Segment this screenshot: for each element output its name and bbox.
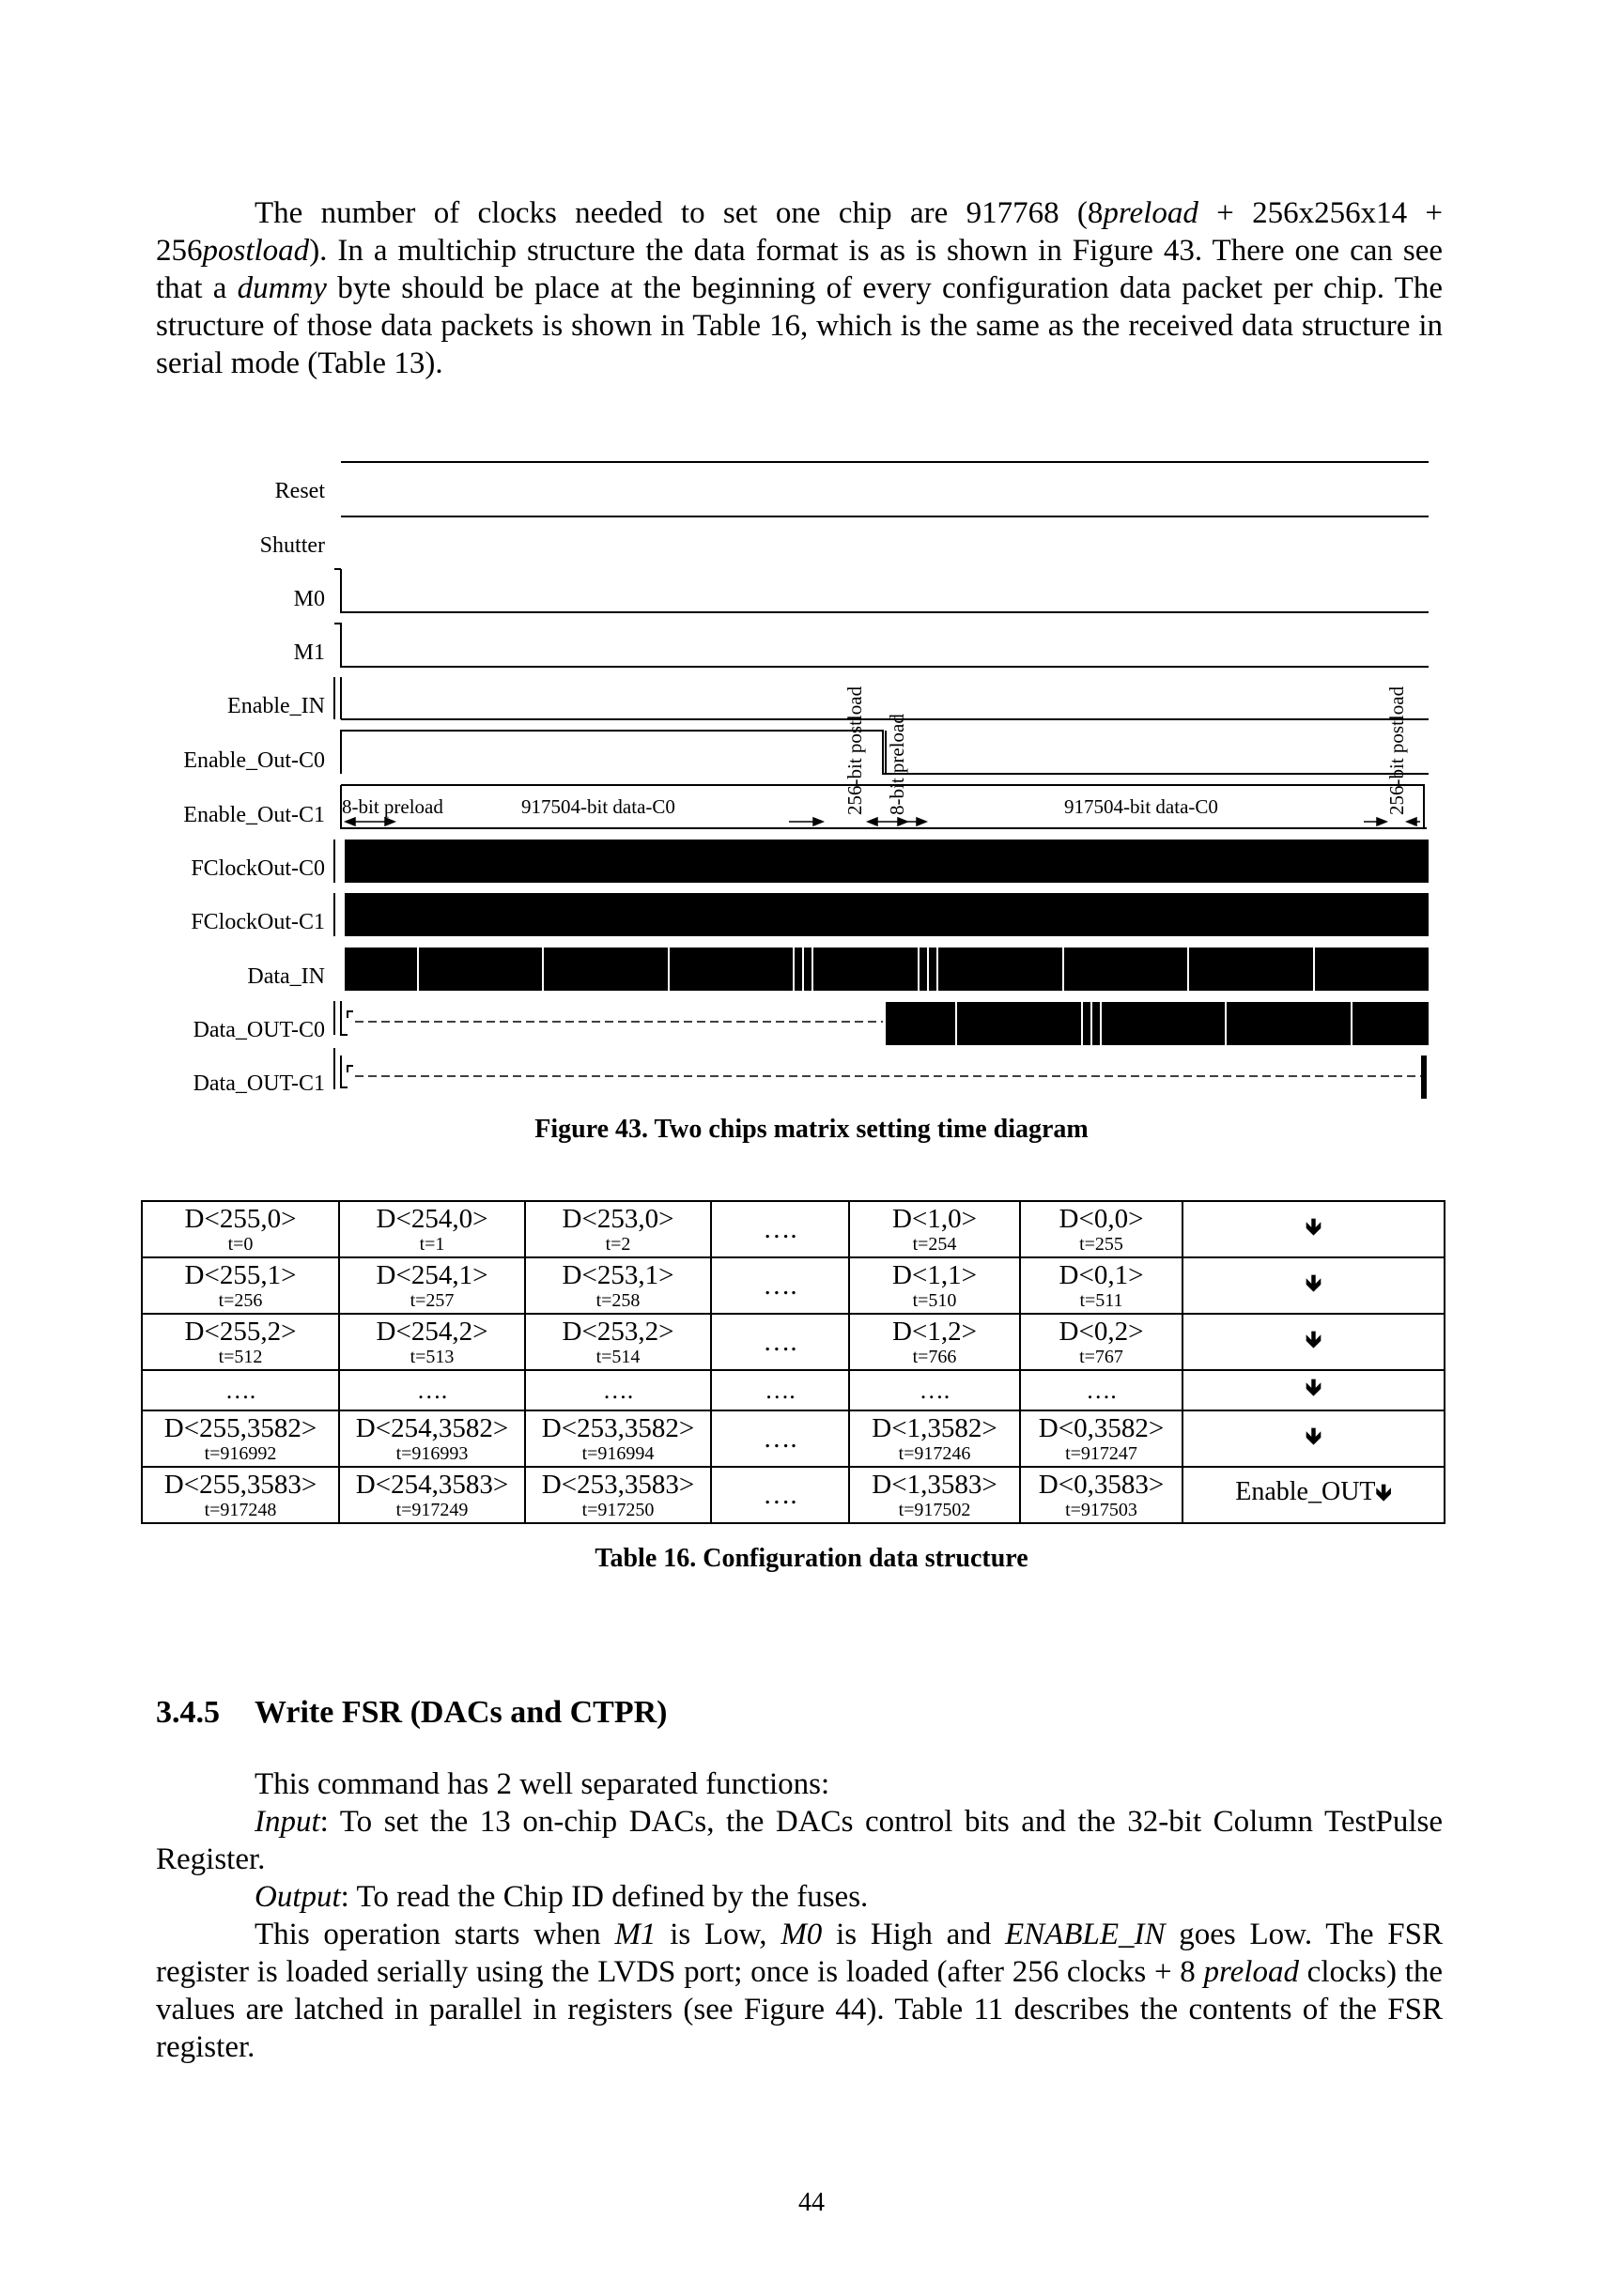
- body-text: is Low,: [656, 1918, 781, 1951]
- table-row: [142, 1410, 1445, 1467]
- timing-diagram: [0, 441, 1623, 1117]
- table-cell: D<253,2> t=514: [525, 1314, 711, 1370]
- waveform-lines: [334, 462, 1429, 1089]
- annotation-data-c0: 917504-bit data-C0: [1064, 795, 1218, 818]
- table-cell: ….: [525, 1370, 711, 1410]
- table-cell: D<255,3583> t=917248: [142, 1467, 339, 1523]
- table-caption: Table 16. Configuration data structure: [595, 1544, 1028, 1573]
- body-paragraph: [156, 1878, 1443, 1916]
- table-cell: D<253,3583> t=917250: [525, 1467, 711, 1523]
- signal-label: Data_OUT-C0: [193, 1018, 325, 1042]
- arrow-head: [917, 818, 926, 825]
- table-cell: D<254,2> t=513: [339, 1314, 525, 1370]
- arrow-head: [385, 818, 394, 825]
- table-cell: D<0,3583> t=917503: [1020, 1467, 1182, 1523]
- section-heading: [156, 1695, 667, 1731]
- table-cell: D<1,3582> t=917246: [849, 1410, 1020, 1467]
- arrow-head: [1407, 818, 1416, 825]
- enable-out-label: Enable_OUT: [1235, 1476, 1376, 1506]
- signal-label: FClockOut-C0: [191, 856, 325, 881]
- body-text: This operation starts when: [255, 1918, 615, 1951]
- table-cell: ….: [339, 1370, 525, 1410]
- table-cell: D<254,3582> t=916993: [339, 1410, 525, 1467]
- table-cell-arrow: [1182, 1410, 1445, 1467]
- output-label: Output: [255, 1880, 341, 1914]
- table-cell: D<0,2> t=767: [1020, 1314, 1182, 1370]
- signal-m0: M0: [781, 1918, 823, 1951]
- table-cell-arrow: [1182, 1257, 1445, 1314]
- annotation-data-c0: 917504-bit data-C0: [521, 795, 675, 818]
- body-paragraph: [156, 1803, 1443, 1878]
- body-text: clocks) the values are latched in parallel in registers (see Figure 44). Table 11 describes the contents of the FSR register.: [156, 1955, 1444, 2064]
- body-paragraph: [156, 1765, 1443, 1803]
- bar-fclockout-c1: [345, 893, 1429, 936]
- signal-label: Shutter: [259, 533, 325, 558]
- preload-term: preload: [1203, 1955, 1299, 1989]
- wave-data-out-c0-hook: [348, 1011, 353, 1018]
- table-cell: D<0,3582> t=917247: [1020, 1410, 1182, 1467]
- annotation-256bit-postload: 256-bit postload: [843, 686, 866, 815]
- bar-data-out-c0: [886, 1002, 1429, 1045]
- signal-labels: [183, 479, 325, 1096]
- table-cell: D<1,3583> t=917502: [849, 1467, 1020, 1523]
- table-cell: D<1,0> t=254: [849, 1201, 1020, 1257]
- filled-bars: [345, 840, 1429, 1099]
- arrow-head: [1377, 818, 1386, 825]
- intro-text: + 256x256x14 + 256: [156, 196, 1443, 268]
- table-cell: D<1,2> t=766: [849, 1314, 1020, 1370]
- section-number: 3.4.5: [156, 1695, 220, 1730]
- wave-m0: [341, 569, 1429, 612]
- table-cell: D<0,1> t=511: [1020, 1257, 1182, 1314]
- signal-enable-in: ENABLE_IN: [1004, 1918, 1166, 1951]
- intro-dummy: dummy: [237, 271, 327, 305]
- down-arrow-icon: 🡻: [1305, 1269, 1322, 1296]
- arrow-head: [868, 818, 877, 825]
- intro-paragraph: [156, 194, 1443, 382]
- annotation-256bit-postload: 256-bit postload: [1385, 686, 1408, 815]
- table-cell: D<254,1> t=257: [339, 1257, 525, 1314]
- table-row: [142, 1467, 1445, 1523]
- signal-label: Data_OUT-C1: [193, 1071, 325, 1096]
- table-cell: D<254,0> t=1: [339, 1201, 525, 1257]
- table-cell: D<0,0> t=255: [1020, 1201, 1182, 1257]
- down-arrow-icon: 🡻: [1375, 1478, 1392, 1505]
- intro-preload: preload: [1103, 196, 1198, 230]
- table-cell: ….: [711, 1314, 849, 1370]
- table-cell: D<255,2> t=512: [142, 1314, 339, 1370]
- table-cell: ….: [1020, 1370, 1182, 1410]
- intro-postload: postload: [202, 234, 310, 268]
- down-arrow-icon: 🡻: [1305, 1422, 1322, 1449]
- interval-annotations: [342, 686, 1408, 818]
- annotation-8bit-preload-vertical: 8-bit preload: [886, 714, 908, 815]
- table-cell: D<1,1> t=510: [849, 1257, 1020, 1314]
- figure-caption: Figure 43. Two chips matrix setting time diagram: [534, 1115, 1089, 1144]
- table-cell-enable-out: [1182, 1467, 1445, 1523]
- interval-arrows: [346, 818, 1420, 825]
- table-cell-arrow: [1182, 1201, 1445, 1257]
- signal-label: Data_IN: [247, 964, 325, 989]
- table-cell: D<255,3582> t=916992: [142, 1410, 339, 1467]
- table-cell: D<253,0> t=2: [525, 1201, 711, 1257]
- table-cell: ….: [711, 1410, 849, 1467]
- arrow-head: [813, 818, 823, 825]
- page-number: 44: [798, 2188, 825, 2217]
- signal-label: Enable_IN: [227, 694, 325, 718]
- table-cell: ….: [711, 1370, 849, 1410]
- table-cell: D<254,3583> t=917249: [339, 1467, 525, 1523]
- table-cell: D<253,1> t=258: [525, 1257, 711, 1314]
- bar-fclockout-c0: [345, 840, 1429, 883]
- table-cell: D<255,0> t=0: [142, 1201, 339, 1257]
- table-cell: ….: [711, 1467, 849, 1523]
- table-row: [142, 1314, 1445, 1370]
- annotation-8bit-preload: 8-bit preload: [342, 795, 443, 818]
- wave-data-out-c0-edge: [341, 1001, 348, 1035]
- wave-m1: [334, 624, 1429, 667]
- body-text: : To read the Chip ID defined by the fuses.: [340, 1880, 869, 1914]
- down-arrow-icon: 🡻: [1305, 1212, 1322, 1240]
- table-cell: D<255,1> t=256: [142, 1257, 339, 1314]
- section-title: Write FSR (DACs and CTPR): [255, 1695, 668, 1730]
- intro-text: ). In a multichip structure the data format is as is shown in Figure 43. There one can see that a: [156, 234, 1443, 305]
- wave-data-out-c1-hook: [348, 1066, 353, 1072]
- wave-data-out-c1-edge: [341, 1056, 348, 1087]
- table-cell: ….: [711, 1257, 849, 1314]
- table-cell-arrow: [1182, 1370, 1445, 1410]
- body-text: goes Low. The FSR register is loaded serially using the LVDS port; once is loaded (after 256 clocks + 8: [156, 1918, 1443, 1989]
- body-text: This command has 2 well separated functions:: [255, 1767, 830, 1801]
- body-text: : To set the 13 on-chip DACs, the DACs control bits and the 32-bit Column TestPulse Register.: [156, 1805, 1443, 1876]
- intro-text: The number of clocks needed to set one chip are 917768 (8: [255, 196, 1104, 230]
- intro-text: byte should be place at the beginning of every configuration data packet per chip. The structure of those data packets is shown in Table 16, which is the same as the received data structure in serial mode (Table 13).: [156, 271, 1443, 380]
- table-cell: ….: [711, 1201, 849, 1257]
- config-data-table: [141, 1200, 1445, 1524]
- arrow-head: [898, 818, 907, 825]
- signal-label: M0: [293, 587, 325, 611]
- table-cell: ….: [142, 1370, 339, 1410]
- table-row: [142, 1201, 1445, 1257]
- signal-label: M1: [293, 640, 325, 665]
- body-text: is High and: [822, 1918, 1005, 1951]
- signal-label: FClockOut-C1: [191, 910, 325, 934]
- table-cell: D<253,3582> t=916994: [525, 1410, 711, 1467]
- down-arrow-icon: 🡻: [1305, 1325, 1322, 1352]
- bar-data-in: [345, 948, 1429, 991]
- table-row: [142, 1257, 1445, 1314]
- bar-data-out-c1-end: [1421, 1056, 1427, 1099]
- signal-label: Enable_Out-C1: [183, 803, 325, 827]
- signal-label: Reset: [274, 479, 325, 503]
- table-cell: ….: [849, 1370, 1020, 1410]
- signal-label: Enable_Out-C0: [183, 748, 325, 773]
- table-cell-arrow: [1182, 1314, 1445, 1370]
- table-row-ellipsis: [142, 1370, 1445, 1410]
- down-arrow-icon: 🡻: [1305, 1374, 1322, 1400]
- input-label: Input: [255, 1805, 320, 1839]
- signal-m1: M1: [614, 1918, 657, 1951]
- body-paragraph: [156, 1916, 1443, 2066]
- arrow-head: [346, 818, 355, 825]
